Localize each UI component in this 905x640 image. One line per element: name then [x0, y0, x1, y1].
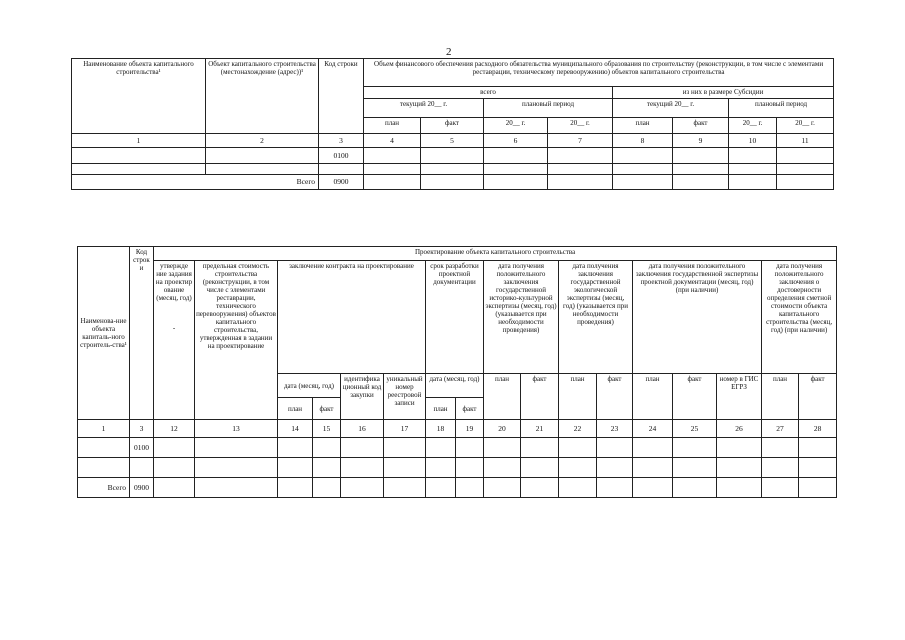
cell — [717, 458, 762, 478]
cell — [456, 478, 484, 498]
cell — [673, 478, 717, 498]
cell — [548, 164, 613, 175]
header-historical-expertise: дата получения положительного заключения государственной историко-культурной экспертизы (месяц, год) (указывается при необходимости проведения) — [484, 261, 559, 374]
cell — [154, 458, 195, 478]
header-task-approval — [154, 261, 195, 420]
cell — [195, 478, 278, 498]
col-number: 6 — [484, 134, 548, 148]
col-number: 1 — [78, 420, 130, 438]
cell — [673, 164, 729, 175]
cell — [313, 458, 341, 478]
cell — [521, 438, 559, 458]
col-number: 3 — [319, 134, 364, 148]
col-number: 23 — [597, 420, 633, 438]
header-planned-period-subsidy: плановый период — [729, 99, 834, 118]
header-fact-subsidy: факт — [673, 118, 729, 134]
cell — [777, 148, 834, 164]
financing-table — [71, 58, 834, 190]
cell — [548, 175, 613, 190]
col-number: 27 — [762, 420, 799, 438]
cell — [384, 458, 426, 478]
header-purchase-code: идентифика ционный код закупки — [341, 374, 384, 420]
cell — [673, 438, 717, 458]
cell — [673, 175, 729, 190]
col-number: 8 — [613, 134, 673, 148]
header-fact: факт — [597, 374, 633, 420]
cell — [597, 478, 633, 498]
cell — [130, 458, 154, 478]
cell — [597, 438, 633, 458]
cell — [559, 458, 597, 478]
col-number: 16 — [341, 420, 384, 438]
cell — [484, 175, 548, 190]
cell — [421, 175, 484, 190]
row-code: 0100 — [130, 438, 154, 458]
header-max-cost: предельная стоимость строительства (реконструкции, в том числе с элементами реставрации, технического перевооружения) объектов капитального строительства, утвержденная в задании на проектирование — [195, 261, 278, 420]
cell — [421, 164, 484, 175]
cell — [729, 175, 777, 190]
col-number: 22 — [559, 420, 597, 438]
design-table — [77, 246, 837, 498]
header-ecological-expertise: дата получения заключения государственной экологической экспертизы (месяц, год) (указывается при необходимости проведения) — [559, 261, 633, 374]
header-contract-plan: план — [278, 398, 313, 420]
cell — [278, 438, 313, 458]
cell — [484, 148, 548, 164]
cell — [195, 438, 278, 458]
col-number: 2 — [206, 134, 319, 148]
cell — [313, 438, 341, 458]
cell — [548, 148, 613, 164]
col-number: 19 — [456, 420, 484, 438]
col-number: 25 — [673, 420, 717, 438]
header-fact: факт — [521, 374, 559, 420]
header-year-4: 20__ г. — [777, 118, 834, 134]
header-year-1: 20__ г. — [484, 118, 548, 134]
cell — [717, 438, 762, 458]
cell — [673, 148, 729, 164]
header-contract: заключение контракта на проектирование — [278, 261, 426, 374]
header-plan: план — [633, 374, 673, 420]
header-subsidy: из них в размере Субсидии — [613, 87, 834, 99]
header-plan-subsidy: план — [613, 118, 673, 134]
cell — [319, 164, 364, 175]
cell — [195, 458, 278, 478]
header-design-term: срок разработки проектной документации — [426, 261, 484, 374]
cell — [729, 164, 777, 175]
cell — [613, 175, 673, 190]
col-number: 20 — [484, 420, 521, 438]
header-fact: факт — [421, 118, 484, 134]
cell — [521, 478, 559, 498]
cell — [384, 438, 426, 458]
header-contract-date: дата (месяц, год) — [278, 374, 341, 398]
total-code: 0900 — [130, 478, 154, 498]
cell — [729, 148, 777, 164]
header-registry-number: уникальный номер реестровой записи — [384, 374, 426, 420]
cell — [206, 148, 319, 164]
col-number: 26 — [717, 420, 762, 438]
col-number: 7 — [548, 134, 613, 148]
cell — [456, 458, 484, 478]
cell — [613, 148, 673, 164]
col-number: 17 — [384, 420, 426, 438]
col-number: 9 — [673, 134, 729, 148]
col-number: 11 — [777, 134, 834, 148]
total-code: 0900 — [319, 175, 364, 190]
cell — [278, 458, 313, 478]
cell — [72, 164, 206, 175]
cell — [762, 438, 799, 458]
cell — [421, 148, 484, 164]
header-term-plan: план — [426, 398, 456, 420]
header-term-date: дата (месяц, год) — [426, 374, 484, 398]
cell — [633, 478, 673, 498]
cell — [777, 175, 834, 190]
cell — [633, 438, 673, 458]
cell — [341, 458, 384, 478]
col-number: 4 — [364, 134, 421, 148]
header-plan: план — [364, 118, 421, 134]
header-plan: план — [762, 374, 799, 420]
cell — [673, 458, 717, 478]
header-financing-volume: Объем финансового обеспечения расходного обязательства муниципального образования по строительству (реконструкции, в том числе с элементами реставрации, техническому перевооружению) объектов капитального строительства — [364, 59, 834, 87]
header-year-2: 20__ г. — [548, 118, 613, 134]
cell — [717, 478, 762, 498]
col-number: 13 — [195, 420, 278, 438]
header-estimate-reliability: дата получения положительного заключения о достоверности определения сметной стоимости объекта капитального строительства (месяц, год) (при наличии) — [762, 261, 837, 374]
header-term-fact: факт — [456, 398, 484, 420]
header-fact: факт — [673, 374, 717, 420]
col-number: 3 — [130, 420, 154, 438]
cell — [762, 478, 799, 498]
cell — [341, 438, 384, 458]
col-number: 21 — [521, 420, 559, 438]
header-plan: план — [559, 374, 597, 420]
row-code: 0100 — [319, 148, 364, 164]
col-number: 14 — [278, 420, 313, 438]
col-number: 5 — [421, 134, 484, 148]
header-object-name: Наименова-ние объекта капиталь-ного строитель-ства¹ — [78, 247, 130, 420]
header-year-3: 20__ г. — [729, 118, 777, 134]
total-label: Всего — [72, 175, 319, 190]
cell — [384, 478, 426, 498]
col-number: 15 — [313, 420, 341, 438]
header-row-code: Код строк и — [130, 247, 154, 420]
cell — [78, 458, 130, 478]
dash: - — [172, 324, 176, 332]
cell — [426, 438, 456, 458]
cell — [341, 478, 384, 498]
header-object-address: Объект капитального строительства (местонахождение (адрес))¹ — [206, 59, 319, 134]
cell — [521, 458, 559, 478]
header-planned-period: плановый период — [484, 99, 613, 118]
cell — [313, 478, 341, 498]
cell — [72, 148, 206, 164]
cell — [799, 478, 837, 498]
total-label: Всего — [78, 478, 130, 498]
header-positive-expertise: дата получения положительного заключения государственной экспертизы проектной документации (месяц, год) (при наличии) — [633, 261, 762, 374]
header-plan: план — [484, 374, 521, 420]
cell — [364, 148, 421, 164]
cell — [484, 478, 521, 498]
cell — [154, 438, 195, 458]
cell — [799, 438, 837, 458]
col-number: 28 — [799, 420, 837, 438]
header-gis-number: номер в ГИС ЕГРЗ — [717, 374, 762, 420]
cell — [559, 478, 597, 498]
cell — [78, 438, 130, 458]
cell — [426, 478, 456, 498]
header-current-year-subsidy: текущий 20__ г. — [613, 99, 729, 118]
cell — [364, 175, 421, 190]
header-object-name: Наименование объекта капитального строительства¹ — [72, 59, 206, 134]
col-number: 10 — [729, 134, 777, 148]
page-number: 2 — [446, 46, 452, 58]
cell — [777, 164, 834, 175]
cell — [484, 458, 521, 478]
col-number: 12 — [154, 420, 195, 438]
cell — [597, 458, 633, 478]
cell — [278, 478, 313, 498]
cell — [484, 164, 548, 175]
col-number: 18 — [426, 420, 456, 438]
header-fact: факт — [799, 374, 837, 420]
cell — [799, 458, 837, 478]
cell — [154, 478, 195, 498]
header-design: Проектирование объекта капитального строительства — [154, 247, 837, 261]
header-total: всего — [364, 87, 613, 99]
cell — [364, 164, 421, 175]
cell — [206, 164, 319, 175]
cell — [613, 164, 673, 175]
cell — [426, 458, 456, 478]
col-number: 1 — [72, 134, 206, 148]
cell — [456, 438, 484, 458]
col-number: 24 — [633, 420, 673, 438]
header-row-code: Код строки — [319, 59, 364, 134]
header-current-year: текущий 20__ г. — [364, 99, 484, 118]
cell — [633, 458, 673, 478]
cell — [762, 458, 799, 478]
task-approval-label: утвержде ние задания на проектир ование (месяц, год) — [155, 262, 193, 302]
cell — [559, 438, 597, 458]
cell — [484, 438, 521, 458]
header-contract-fact: факт — [313, 398, 341, 420]
